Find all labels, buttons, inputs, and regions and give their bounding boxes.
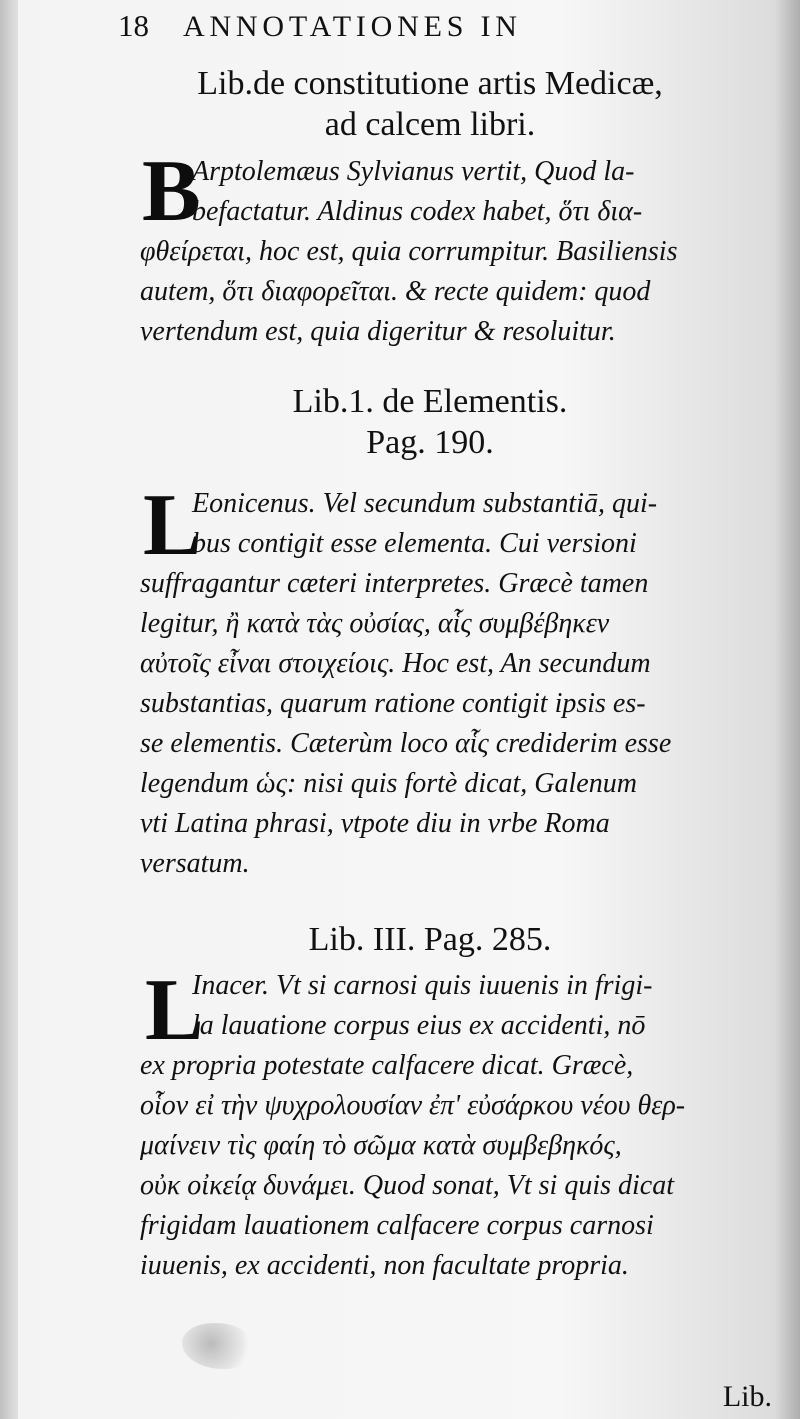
text-line: legitur, ἢ κατὰ τὰς οὐσίας, αἷς συμβέβηκεν [140, 608, 610, 639]
text-line: se elementis. Cæterùm loco αἷς crediderim esse [140, 728, 672, 759]
catchword: Lib. [722, 1380, 772, 1413]
text-line: iuuenis, ex accidenti, non facultate propria. [140, 1250, 629, 1281]
text-line: suffragantur cæteri interpretes. Græcè tamen [140, 568, 649, 599]
text-line: Eonicenus. Vel secundum substantiā, qui- [192, 488, 658, 519]
text-line: vti Latina phrasi, vtpote diu in vrbe Roma [140, 808, 610, 839]
ink-stain [182, 1323, 254, 1369]
section-title-elementis [110, 382, 750, 464]
section-title-lib-iii [110, 920, 750, 961]
page-number: 18 [118, 8, 149, 43]
text-line: μαίνειν τὶς φαίη τὸ σῶμα κατὰ συμβεβηκός, [140, 1130, 622, 1161]
text-line: befactatur. Aldinus codex habet, ὅτι δια- [192, 196, 643, 227]
text-line: versatum. [140, 848, 250, 879]
running-title: ANNOTATIONES IN [183, 10, 522, 43]
section-title-line: Pag. 190. [366, 423, 494, 461]
paragraph-lib-iii [140, 962, 780, 1286]
text-line: οὐκ οἰκείᾳ δυνάμει. Quod sonat, Vt si quis dicat [140, 1170, 674, 1201]
text-line: legendum ὡς: nisi quis fortè dicat, Galenum [140, 768, 637, 799]
paragraph-constitution [140, 152, 780, 352]
section-title-line: Lib. III. Pag. 285. [308, 921, 552, 958]
running-head [118, 8, 678, 52]
text-line: οἷον εἰ τὴν ψυχρολουσίαν ἐπ' εὐσάρκου νέου θερ- [140, 1090, 686, 1121]
section-title-line: Lib.de constitutione artis Medicæ, [197, 65, 663, 102]
text-line: φθείρεται, hoc est, quia corrumpitur. Basiliensis [140, 236, 678, 267]
drop-cap-l: L [143, 477, 202, 574]
text-line: Arptolemæus Sylvianus vertit, Quod la- [192, 156, 635, 187]
drop-cap-b: B [142, 143, 201, 240]
paragraph-elementis [140, 477, 780, 884]
text-line: Inacer. Vt si carnosi quis iuuenis in frigi- [192, 970, 653, 1001]
text-line: frigidam lauationem calfacere corpus carnosi [140, 1210, 654, 1241]
text-line: vertendum est, quia digeritur & resoluitur. [140, 316, 616, 347]
text-line: substantias, quarum ratione contigit ipsis es- [140, 688, 646, 719]
text-line: autem, ὅτι διαφορεῖται. & recte quidem: quod [140, 276, 651, 307]
section-title-line: ad calcem libri. [324, 105, 536, 143]
text-line: la lauatione corpus eius ex accidenti, nō [192, 1010, 646, 1041]
section-title-line: Lib.1. de Elementis. [292, 383, 568, 420]
drop-cap-l-second: L [145, 962, 204, 1059]
text-line: ex propria potestate calfacere dicat. Græcè, [140, 1050, 634, 1081]
text-line: bus contigit esse elementa. Cui versioni [192, 528, 637, 559]
text-line: αὐτοῖς εἶναι στοιχείοις. Hoc est, An secundum [140, 648, 651, 679]
section-title-constitution [110, 64, 750, 146]
